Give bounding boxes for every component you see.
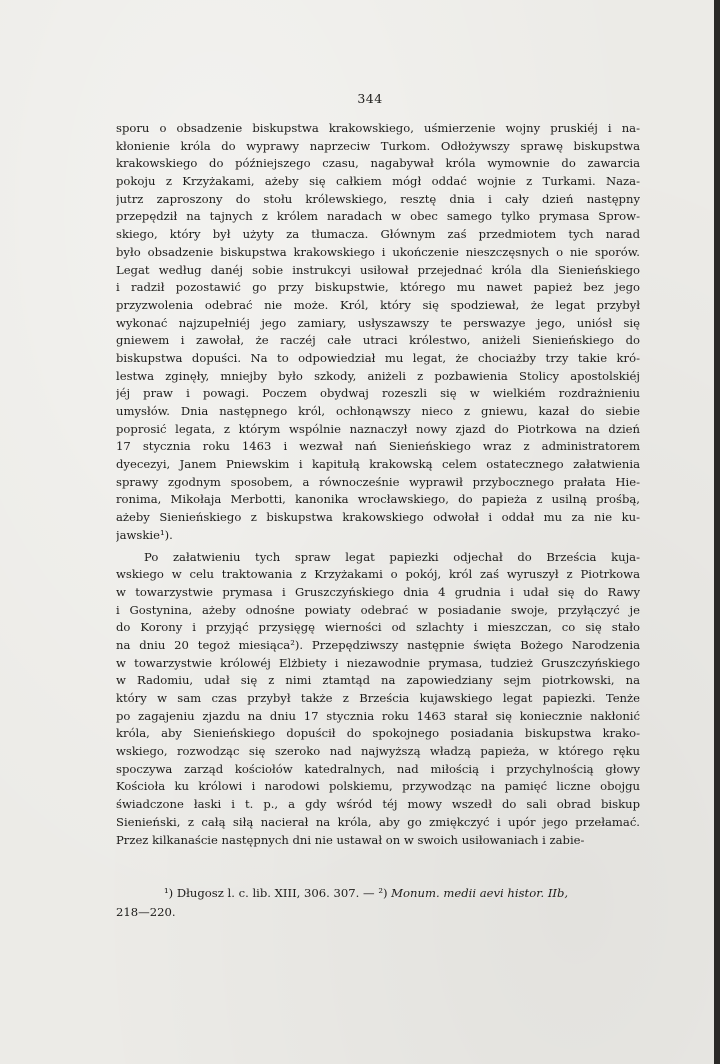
text-line: sprawy zgodnym sposobem, a równocześnie wyprawił przybocznego prałata Hie- bbox=[116, 474, 640, 489]
text-line: ażeby Sienieńskiego z biskupstwa krakowskiego odwołał i oddał mu za nie ku- bbox=[116, 510, 640, 525]
text-line: i Gostynina, ażeby odnośne powiaty odebrać w posiadanie swoje, przyłączyć je bbox=[116, 602, 640, 617]
text-line: jutrz zaproszony do stołu królewskiego, resztę dnia i cały dzień następny bbox=[116, 191, 640, 206]
text-line: gniewem i zawołał, że raczéj całe utraci królestwo, aniżeli Sienieńskiego do bbox=[116, 333, 640, 348]
text-line: po zagajeniu zjazdu na dniu 17 stycznia roku 1463 starał się koniecznie nakłonić bbox=[116, 708, 640, 723]
text-line: Po załatwieniu tych spraw legat papiezki odjechał do Brześcia kuja- bbox=[144, 549, 640, 564]
text-line: lestwa zginęły, mniejby było szkody, aniżeli z pozbawienia Stolicy apostolskiéj bbox=[116, 368, 640, 383]
text-line: spoczywa zarząd kościołów katedralnych, nad miłością i przychylnością głowy bbox=[116, 761, 640, 776]
text-line: wskiego, rozwodząc się szeroko nad najwyższą władzą papieża, w którego ręku bbox=[116, 744, 640, 759]
paragraph-2 bbox=[116, 549, 640, 850]
text-line: 17 stycznia roku 1463 i wezwał nań Sienieńskiego wraz z administratorem bbox=[116, 439, 640, 454]
text-line: jéj praw i powagi. Poczem obydwaj rozeszli się w wielkiém rozdrażnieniu bbox=[116, 386, 640, 401]
page-edge-shadow bbox=[714, 0, 720, 1064]
text-line: sporu o obsadzenie biskupstwa krakowskiego, uśmierzenie wojny pruskiéj i na- bbox=[116, 121, 640, 135]
footnote-text-1: Długosz l. c. lib. XIII, 306. 307. — bbox=[173, 886, 379, 900]
text-line: w towarzystwie królowéj Elżbiety i niezawodnie prymasa, tudzież Gruszczyńskiego bbox=[116, 655, 640, 670]
text-line: w towarzystwie prymasa i Gruszczyńskiego dnia 4 grudnia i udał się do Rawy bbox=[116, 584, 640, 599]
text-line: biskupstwa dopuści. Na to odpowiedział mu legat, że chociażby trzy takie kró- bbox=[116, 350, 640, 365]
text-line: Sienieński, z całą siłą nacierał na króla, aby go zmiękczyć i upór jego przełamać. bbox=[116, 814, 640, 829]
text-line: krakowskiego do późniejszego czasu, nagabywał króla wymownie do zawarcia bbox=[116, 156, 640, 171]
text-line: Legat według danéj sobie instrukcyi usiłował przejednać króla dla Sienieńskiego bbox=[116, 262, 640, 277]
footnotes bbox=[116, 884, 640, 922]
footnote-marker-1: ¹) bbox=[164, 886, 174, 900]
text-line: na dniu 20 tegoż miesiąca²). Przepędziwszy następnie święta Bożego Narodzenia bbox=[116, 637, 640, 652]
text-line: umysłów. Dnia następnego król, ochłonąwszy nieco z gniewu, kazał do siebie bbox=[116, 404, 640, 418]
footnote-line-1 bbox=[116, 884, 640, 903]
paragraph-1 bbox=[116, 120, 640, 545]
footnote-text-2: Monum. medii aevi histor. IIb, bbox=[387, 886, 569, 900]
text-line: wskiego w celu traktowania z Krzyżakami o pokój, król zaś wyruszył z Piotrkowa bbox=[116, 567, 640, 582]
text-line: przyzwolenia odebrać nie może. Król, który się spodziewał, że legat przybył bbox=[116, 297, 640, 312]
text-line: do Korony i przyjąć przysięgę wierności od szlachty i mieszczan, co się stało bbox=[116, 620, 640, 635]
text-line: dyecezyi, Janem Pniewskim i kapitułą krakowską celem ostatecznego załatwienia bbox=[116, 457, 640, 472]
text-line: było obsadzenie biskupstwa krakowskiego i ukończenie nieszczęsnych o nie sporów. bbox=[116, 244, 640, 259]
text-line: przepędził na tajnych z królem naradach w obec samego tylko prymasa Sprow- bbox=[116, 209, 640, 224]
text-line: wykonać najzupełniéj jego zamiary, usłyszawszy te perswazye jego, uniósł się bbox=[116, 315, 640, 330]
text-line: Kościoła ku królowi i narodowi polskiemu, przywodząc na pamięć liczne obojgu bbox=[116, 779, 640, 794]
text-line: i radził pozostawić go przy biskupstwie, którego mu nawet papież bez jego bbox=[116, 280, 640, 295]
text-line: ronima, Mikołaja Merbotti, kanonika wrocławskiego, do papieża z usilną prośbą, bbox=[116, 492, 640, 507]
text-line: jawskie¹). bbox=[116, 527, 173, 542]
footnote-marker-2: ²) bbox=[378, 886, 388, 900]
text-line: skiego, który był użyty za tłumacza. Głównym zaś przedmiotem tych narad bbox=[116, 227, 640, 242]
text-line: pokoju z Krzyżakami, ażeby się całkiem mógł oddać wojnie z Turkami. Naza- bbox=[116, 174, 640, 189]
text-line: świadczone łaski i t. p., a gdy wśród téj mowy wszedł do sali obrad biskup bbox=[116, 797, 640, 812]
page-number: 344 bbox=[357, 91, 383, 106]
text-line: poprosić legata, z którym wspólnie naznaczył nowy zjazd do Piotrkowa na dzień bbox=[116, 421, 640, 436]
text-line: w Radomiu, udał się z nimi ztamtąd na zapowiedziany sejm piotrkowski, na bbox=[116, 673, 640, 688]
main-text bbox=[116, 120, 640, 849]
footnote-line-2: 218—220. bbox=[116, 905, 176, 919]
text-line: króla, aby Sienieńskiego dopuścił do spokojnego posiadania biskupstwa krako- bbox=[116, 726, 640, 741]
text-line: który w sam czas przybył także z Brześcia kujawskiego legat papiezki. Tenże bbox=[116, 691, 640, 705]
text-line: kłonienie króla do wyprawy naprzeciw Turkom. Odłożywszy sprawę biskupstwa bbox=[116, 138, 640, 153]
text-line: Przez kilkanaście następnych dni nie ustawał on w swoich usiłowaniach i zabie- bbox=[116, 832, 585, 847]
